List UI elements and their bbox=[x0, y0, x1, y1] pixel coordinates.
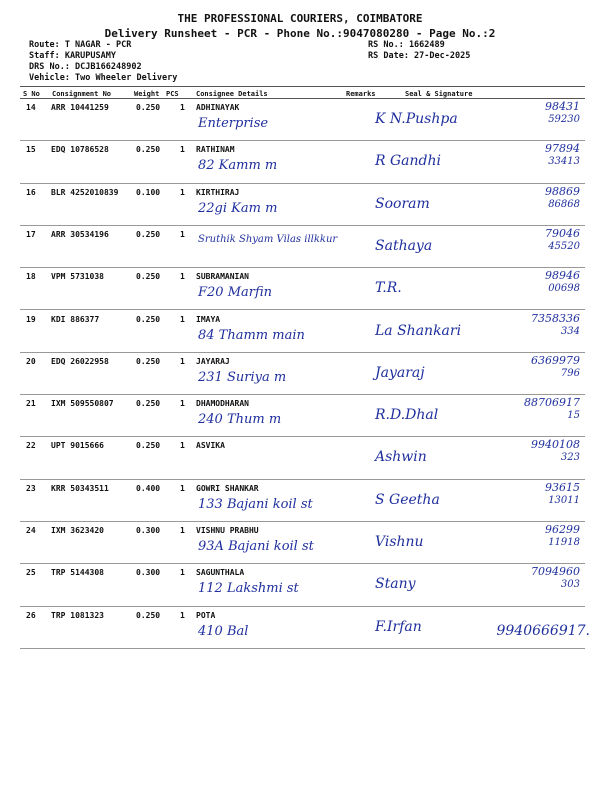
serial-number: 25 bbox=[26, 568, 36, 578]
table-row bbox=[20, 522, 585, 564]
weight-value: 0.300 bbox=[136, 568, 161, 578]
consignee-name: JAYARAJ bbox=[196, 356, 230, 366]
consignment-number: EDQ 10786528 bbox=[51, 145, 109, 155]
col-seal: Seal & Signature bbox=[405, 90, 473, 98]
signature: F.Irfan bbox=[375, 618, 422, 635]
serial-number: 26 bbox=[26, 610, 36, 620]
serial-number: 18 bbox=[26, 272, 36, 282]
col-weight: Weight bbox=[134, 90, 160, 98]
col-consignee: Consignee Details bbox=[196, 90, 268, 98]
handwritten-address: 240 Thum m bbox=[198, 412, 282, 428]
serial-number: 15 bbox=[26, 145, 36, 155]
consignment-number: EDQ 26022958 bbox=[51, 356, 109, 366]
handwritten-phone-cont: 45520 bbox=[548, 240, 580, 252]
consignee-name: ADHINAYAK bbox=[196, 103, 240, 112]
handwritten-phone-cont: 59230 bbox=[548, 114, 580, 125]
consignee-name: VISHNU PRABHU bbox=[196, 526, 259, 535]
serial-number: 16 bbox=[26, 187, 36, 197]
handwritten-phone: 7094960 bbox=[531, 565, 580, 579]
pieces-count: 1 bbox=[180, 399, 185, 409]
signature: Sathaya bbox=[375, 237, 433, 254]
serial-number: 14 bbox=[26, 103, 36, 112]
serial-number: 23 bbox=[26, 483, 36, 493]
consignment-number: TRP 5144308 bbox=[51, 568, 104, 578]
company-title: THE PROFESSIONAL COURIERS, COIMBATORE bbox=[177, 12, 423, 25]
handwritten-address: 22gi Kam m bbox=[198, 200, 278, 216]
consignment-number: VPM 5731038 bbox=[51, 272, 104, 282]
consignment-number: UPT 9015666 bbox=[51, 441, 104, 451]
handwritten-address: Enterprise bbox=[198, 116, 269, 131]
weight-value: 0.250 bbox=[136, 314, 161, 324]
signature: Jayaraj bbox=[375, 364, 425, 381]
handwritten-phone: 9940108 bbox=[531, 438, 580, 452]
handwritten-address: 82 Kamm m bbox=[198, 158, 278, 174]
pieces-count: 1 bbox=[180, 526, 185, 535]
vehicle-text: Vehicle: Two Wheeler Delivery bbox=[29, 73, 178, 83]
pieces-count: 1 bbox=[180, 229, 185, 239]
signature: La Shankari bbox=[375, 322, 462, 339]
table-row bbox=[20, 607, 590, 649]
handwritten-phone: 98869 bbox=[545, 184, 580, 198]
table-row bbox=[20, 141, 585, 183]
handwritten-phone-cont: 33413 bbox=[548, 156, 580, 168]
handwritten-phone: 9940666917. bbox=[496, 622, 590, 639]
table-row bbox=[20, 311, 585, 353]
signature: Ashwin bbox=[375, 449, 427, 466]
table-row bbox=[20, 437, 585, 479]
consignee-name: GOWRI SHANKAR bbox=[196, 483, 259, 493]
weight-value: 0.250 bbox=[136, 399, 161, 409]
pieces-count: 1 bbox=[180, 441, 185, 451]
handwritten-address: 231 Suriya m bbox=[198, 369, 287, 385]
handwritten-address: 112 Lakshmi st bbox=[198, 581, 299, 597]
handwritten-phone-cont: 13011 bbox=[548, 494, 580, 506]
handwritten-address: 84 Thamm main bbox=[198, 327, 305, 343]
rs-number: RS No.: 1662489 bbox=[368, 40, 445, 50]
handwritten-phone-cont: 323 bbox=[560, 452, 580, 464]
signature: T.R. bbox=[375, 280, 402, 297]
handwritten-phone: 7358336 bbox=[531, 311, 580, 325]
handwritten-phone: 98431 bbox=[545, 100, 580, 113]
handwritten-phone: 93615 bbox=[545, 480, 580, 494]
pieces-count: 1 bbox=[180, 272, 185, 282]
signature: S Geetha bbox=[375, 491, 440, 508]
consignment-number: ARR 10441259 bbox=[51, 103, 109, 112]
consignment-number: KRR 50343511 bbox=[51, 483, 109, 493]
consignee-name: SAGUNTHALA bbox=[196, 568, 245, 578]
handwritten-address: Sruthik Shyam Vilas illkkur bbox=[198, 233, 338, 245]
handwritten-phone-cont: 796 bbox=[560, 367, 580, 379]
col-consignment: Consignment No bbox=[52, 90, 112, 98]
col-remarks: Remarks bbox=[346, 90, 376, 98]
table-row bbox=[20, 564, 585, 606]
consignment-number: KDI 886377 bbox=[51, 314, 100, 324]
signature: Vishnu bbox=[375, 534, 424, 550]
signature: K N.Pushpa bbox=[375, 111, 458, 127]
weight-value: 0.250 bbox=[136, 356, 161, 366]
table-row bbox=[20, 353, 585, 395]
consignee-name: DHAMODHARAN bbox=[196, 399, 249, 409]
pieces-count: 1 bbox=[180, 356, 185, 366]
col-sno: S No bbox=[23, 90, 40, 98]
consignee-name: POTA bbox=[196, 610, 216, 620]
handwritten-phone-cont: 00698 bbox=[548, 283, 580, 295]
table-row bbox=[20, 268, 585, 310]
handwritten-phone: 96299 bbox=[545, 523, 580, 536]
table-row bbox=[20, 99, 585, 141]
weight-value: 0.250 bbox=[136, 103, 161, 112]
handwritten-phone-cont: 86868 bbox=[548, 198, 580, 210]
handwritten-address: 93A Bajani koil st bbox=[198, 539, 314, 554]
pieces-count: 1 bbox=[180, 568, 185, 578]
pieces-count: 1 bbox=[180, 483, 185, 493]
pieces-count: 1 bbox=[180, 187, 185, 197]
table-row bbox=[20, 226, 585, 268]
serial-number: 21 bbox=[26, 399, 36, 409]
rs-date: RS Date: 27-Dec-2025 bbox=[368, 51, 471, 61]
pieces-count: 1 bbox=[180, 610, 185, 620]
serial-number: 17 bbox=[26, 229, 36, 239]
weight-value: 0.250 bbox=[136, 229, 161, 239]
runsheet-subtitle: Delivery Runsheet - PCR - Phone No.:9047080280 - Page No.:2 bbox=[104, 27, 496, 40]
table-row bbox=[20, 480, 585, 522]
consignee-name: RATHINAM bbox=[196, 145, 235, 155]
signature: Stany bbox=[375, 576, 416, 593]
handwritten-phone-cont: 11918 bbox=[548, 537, 580, 548]
weight-value: 0.100 bbox=[136, 187, 161, 197]
handwritten-phone: 98946 bbox=[545, 269, 580, 283]
pieces-count: 1 bbox=[180, 103, 185, 112]
signature: R.D.Dhal bbox=[375, 407, 439, 424]
weight-value: 0.250 bbox=[136, 272, 161, 282]
pieces-count: 1 bbox=[180, 314, 185, 324]
serial-number: 22 bbox=[26, 441, 36, 451]
handwritten-phone-cont: 15 bbox=[567, 410, 580, 422]
consignment-number: IXM 509550807 bbox=[51, 399, 114, 409]
signature: Sooram bbox=[375, 195, 430, 212]
consignment-number: IXM 3623420 bbox=[51, 526, 104, 535]
consignee-name: IMAYA bbox=[196, 314, 221, 324]
header-top-line bbox=[20, 86, 585, 87]
handwritten-phone: 79046 bbox=[545, 226, 580, 240]
handwritten-phone-cont: 334 bbox=[560, 325, 580, 337]
staff-text: Staff: KARUPUSAMY bbox=[29, 51, 116, 61]
consignee-name: ASVIKA bbox=[196, 441, 225, 451]
table-row bbox=[20, 395, 585, 437]
weight-value: 0.250 bbox=[136, 441, 161, 451]
consignment-number: TRP 1081323 bbox=[51, 610, 104, 620]
weight-value: 0.400 bbox=[136, 483, 161, 493]
consignee-name: SUBRAMANIAN bbox=[196, 272, 249, 282]
weight-value: 0.300 bbox=[136, 526, 161, 535]
pieces-count: 1 bbox=[180, 145, 185, 155]
consignee-name: KIRTHIRAJ bbox=[196, 187, 240, 197]
serial-number: 20 bbox=[26, 356, 36, 366]
handwritten-phone: 97894 bbox=[545, 142, 580, 156]
table-row bbox=[20, 184, 585, 226]
weight-value: 0.250 bbox=[136, 145, 161, 155]
handwritten-address: F20 Marfin bbox=[198, 285, 273, 301]
handwritten-address: 133 Bajani koil st bbox=[198, 496, 313, 512]
signature: R Gandhi bbox=[375, 153, 441, 170]
row-divider bbox=[20, 648, 585, 649]
consignment-number: ARR 30534196 bbox=[51, 229, 109, 239]
col-pcs: PCS bbox=[166, 90, 179, 98]
serial-number: 19 bbox=[26, 314, 36, 324]
handwritten-address: 410 Bal bbox=[198, 623, 249, 639]
serial-number: 24 bbox=[26, 526, 36, 535]
drs-number: DRS No.: DCJB166248902 bbox=[29, 62, 142, 72]
consignment-number: BLR 4252010839 bbox=[51, 187, 119, 197]
weight-value: 0.250 bbox=[136, 610, 161, 620]
handwritten-phone-cont: 303 bbox=[560, 579, 580, 591]
route-text: Route: T NAGAR - PCR bbox=[29, 40, 132, 50]
handwritten-phone: 6369979 bbox=[531, 353, 580, 367]
handwritten-phone: 88706917 bbox=[524, 396, 580, 410]
